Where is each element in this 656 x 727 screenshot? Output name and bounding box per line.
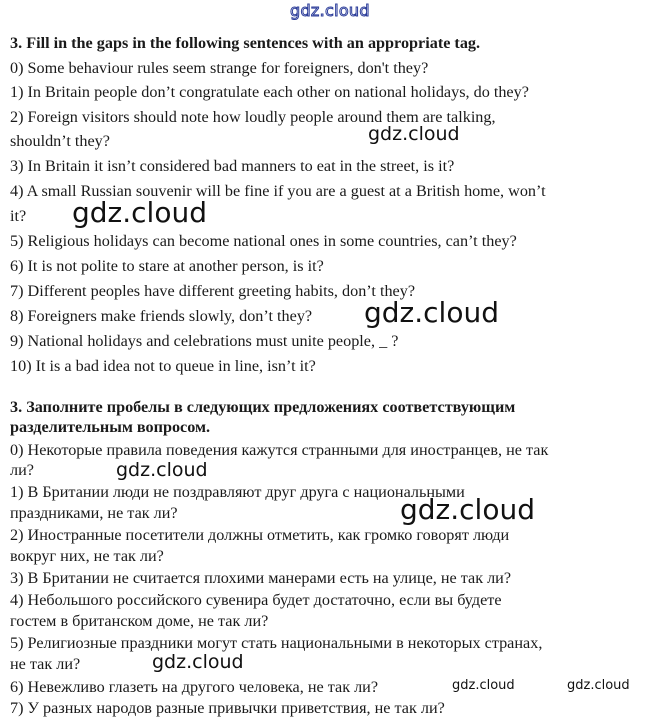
english-line-4: 4) A small Russian souvenir will be fine if you are a guest at a British home, won’t <box>10 182 546 200</box>
english-line-3: 3) In Britain it isn’t considered bad manners to eat in the street, is it? <box>10 157 455 175</box>
english-line-10: 10) It is a bad idea not to queue in line, isn’t it? <box>10 357 316 375</box>
watermark-6: gdz.cloud <box>152 651 244 673</box>
english-line-4-cont: it? <box>10 207 27 225</box>
russian-line-2: 2) Иностранные посетители должны отметить, как громко говорят люди <box>10 526 510 544</box>
english-line-1: 1) In Britain people don’t congratulate each other on national holidays, do they? <box>10 83 529 101</box>
russian-line-0: 0) Некоторые правила поведения кажутся странными для иностранцев, не так <box>10 441 549 459</box>
watermark-1: gdz.cloud <box>368 123 460 145</box>
russian-line-6: 6) Невежливо глазеть на другого человека, не так ли? <box>10 678 379 696</box>
russian-line-1-cont: праздниками, не так ли? <box>10 504 178 522</box>
russian-line-4: 4) Небольшого российского сувенира будет достаточно, если вы будете <box>10 591 502 609</box>
russian-line-1: 1) В Британии люди не поздравляют друг друга с национальными <box>10 483 465 501</box>
watermark-5: gdz.cloud <box>400 493 535 526</box>
english-heading: 3. Fill in the gaps in the following sentences with an appropriate tag. <box>10 34 481 52</box>
english-line-2: 2) Foreign visitors should note how loudly people around them are talking, <box>10 108 496 126</box>
watermark-4: gdz.cloud <box>116 459 208 481</box>
russian-line-5-cont: не так ли? <box>10 655 81 673</box>
russian-heading-line-1: 3. Заполните пробелы в следующих предложениях соответствующим <box>10 398 516 416</box>
russian-line-7: 7) У разных народов разные привычки приветствия, не так ли? <box>10 699 445 717</box>
watermark-top: gdz.cloud <box>290 1 370 20</box>
english-line-5: 5) Religious holidays can become national ones in some countries, can’t they? <box>10 232 517 250</box>
english-line-0: 0) Some behaviour rules seem strange for foreigners, don't they? <box>10 59 429 77</box>
russian-line-3: 3) В Британии не считается плохими манерами есть на улице, не так ли? <box>10 569 512 587</box>
english-line-2-cont: shouldn’t they? <box>10 132 110 150</box>
russian-line-5: 5) Религиозные праздники могут стать национальными в некоторых странах, <box>10 634 543 652</box>
watermark-7: gdz.cloud <box>452 678 515 693</box>
watermark-8: gdz.cloud <box>567 678 630 693</box>
watermark-2: gdz.cloud <box>72 196 207 229</box>
russian-line-2-cont: вокруг них, не так ли? <box>10 547 164 565</box>
russian-line-4-cont: гостем в британском доме, не так ли? <box>10 612 269 630</box>
russian-line-0-cont: ли? <box>10 461 34 479</box>
english-line-8: 8) Foreigners make friends slowly, don’t they? <box>10 307 313 325</box>
english-line-9: 9) National holidays and celebrations must unite people, _ ? <box>10 332 399 350</box>
english-line-7: 7) Different peoples have different greeting habits, don’t they? <box>10 282 416 300</box>
watermark-3: gdz.cloud <box>364 296 499 329</box>
english-line-6: 6) It is not polite to stare at another person, is it? <box>10 257 324 275</box>
russian-heading-line-2: разделительным вопросом. <box>10 418 211 436</box>
